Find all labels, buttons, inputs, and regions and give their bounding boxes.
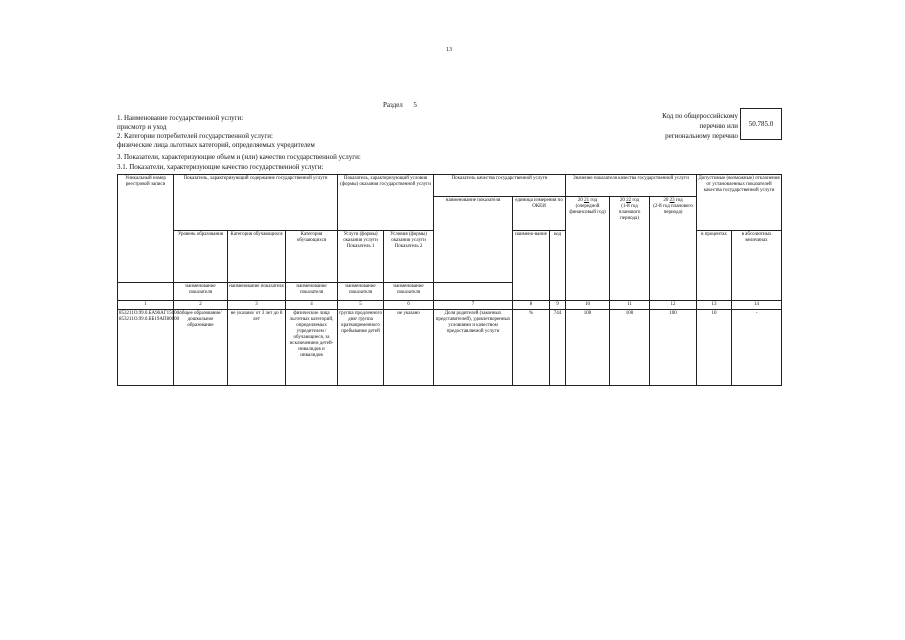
code-label-2: перечню или <box>699 122 738 130</box>
header-dev-absolute: в абсолютных величинах <box>732 231 782 301</box>
service-name-label: 1. Наименование государственной услуги: <box>117 114 244 122</box>
year2-note: (1-й год планового периода) <box>618 204 641 221</box>
col-num-8: 8 <box>513 301 550 310</box>
year3-note: (2-й год планового периода) <box>653 204 693 215</box>
col-num-4: 4 <box>286 301 338 310</box>
cell-form-1: группа продленного дня/ группа кратковременного пребывания детей <box>338 310 384 386</box>
year1-value: 21 <box>584 198 590 203</box>
year2-value: 22 <box>626 198 632 203</box>
code-label-3: региональному перечню <box>665 132 738 140</box>
name-indicator-5: наименование показателя <box>338 283 384 301</box>
sub-category: Категория обучающихся <box>228 231 286 283</box>
cell-registry-number: 853211О.99.0.БА96АГ15000/ 853211О.99.0.ББ19АП80000 <box>118 310 174 386</box>
header-content: Показатель, характеризующий содержание государственной услуги <box>174 175 338 231</box>
section-heading <box>383 101 417 109</box>
year1-suffix: год <box>590 198 598 203</box>
sub-education-level: Уровень образования <box>174 231 228 283</box>
cell-form-2: не указано <box>384 310 434 386</box>
header-unit-code: код <box>550 231 566 301</box>
cell-value-year-3: 100 <box>650 310 697 386</box>
header-year-1 <box>566 197 610 301</box>
sub-category-2: Категория обучающихся <box>286 231 338 283</box>
code-label-1: Код по общероссийскому <box>662 112 738 120</box>
page-number: 13 <box>446 47 452 53</box>
col-num-5: 5 <box>338 301 384 310</box>
col-num-7: 7 <box>434 301 513 310</box>
cell-value-year-1: 100 <box>566 310 610 386</box>
header-unique-number: Уникальный номер реестровой записи <box>118 175 174 283</box>
header-dev-percent: в процентах <box>697 231 732 301</box>
consumers-value: физические лица льготных категорий, определяемых учредителем <box>117 141 315 149</box>
header-deviation: Допустимые (возможные) отклонения от установленных показателей качества государственной услуги <box>697 175 782 231</box>
col-num-6: 6 <box>384 301 434 310</box>
section-number: 5 <box>413 101 417 109</box>
year2-prefix: 20 <box>619 198 625 203</box>
header-year-2 <box>610 197 650 301</box>
empty-cell <box>434 283 513 301</box>
empty-cell <box>118 283 174 301</box>
cell-indicator-name: Доля родителей (законных представителей), удовлетворенных условиями и качеством предоставляемой услуги <box>434 310 513 386</box>
cell-unit-name: % <box>513 310 550 386</box>
col-num-9: 9 <box>550 301 566 310</box>
name-indicator-6: наименование показателя <box>384 283 434 301</box>
consumers-label: 2. Категории потребителей государственной услуги: <box>117 132 273 140</box>
indicators-label: 3. Показатели, характеризующие объем и (или) качество государственной услуги: <box>117 153 361 161</box>
cell-category: не указано/ от 3 лет до 8 лет <box>228 310 286 386</box>
col-num-3: 3 <box>228 301 286 310</box>
col-num-2: 2 <box>174 301 228 310</box>
cell-category-2: физические лица льготных категорий, определяемых учредителем / обучающиеся, за исключением детей-инвалидов и инвалидов <box>286 310 338 386</box>
name-indicator-3: наименование показателя <box>228 283 286 301</box>
name-indicator-2: наименование показателя <box>174 283 228 301</box>
year2-suffix: год <box>632 198 640 203</box>
header-year-3 <box>650 197 697 301</box>
col-num-11: 11 <box>610 301 650 310</box>
col-num-10: 10 <box>566 301 610 310</box>
code-value-box: 50.785.0 <box>740 108 782 140</box>
sub-form-2: Условия (формы) оказания услуги Показатель 2 <box>384 231 434 283</box>
header-values: Значение показателя качества государственной услуги <box>566 175 697 197</box>
year3-value: 23 <box>669 198 675 203</box>
year3-prefix: 20 <box>663 198 669 203</box>
year1-prefix: 20 <box>577 198 583 203</box>
cell-education-level: общее образование/ дошкольное образование <box>174 310 228 386</box>
service-name-value: присмотр и уход <box>117 123 167 131</box>
header-unit: единица измерения по ОКЕИ <box>513 197 566 231</box>
header-indicator-name: наименование показателя <box>434 197 513 283</box>
header-unit-name: наимено-вание <box>513 231 550 301</box>
header-conditions: Показатель, характеризующий условия (формы) оказания государственной услуги <box>338 175 434 231</box>
header-quality-indicator: Показатель качества государственной услуги <box>434 175 566 197</box>
sub-form-1: Услуги (формы) оказания услуги Показатель 1 <box>338 231 384 283</box>
quality-label: 3.1. Показатели, характеризующие качество государственной услуги: <box>117 163 324 171</box>
cell-dev-absolute: - <box>732 310 782 386</box>
cell-value-year-2: 100 <box>610 310 650 386</box>
year3-suffix: год <box>675 198 683 203</box>
col-num-13: 13 <box>697 301 732 310</box>
name-indicator-4: наименование показателя <box>286 283 338 301</box>
col-num-14: 14 <box>732 301 782 310</box>
cell-dev-percent: 10 <box>697 310 732 386</box>
cell-unit-code: 744 <box>550 310 566 386</box>
col-num-12: 12 <box>650 301 697 310</box>
quality-table <box>117 174 782 386</box>
section-label: Раздел <box>383 101 403 109</box>
table-row <box>118 310 782 386</box>
year1-note: (очередной финансовый год) <box>569 204 606 215</box>
col-num-1: 1 <box>118 301 174 310</box>
